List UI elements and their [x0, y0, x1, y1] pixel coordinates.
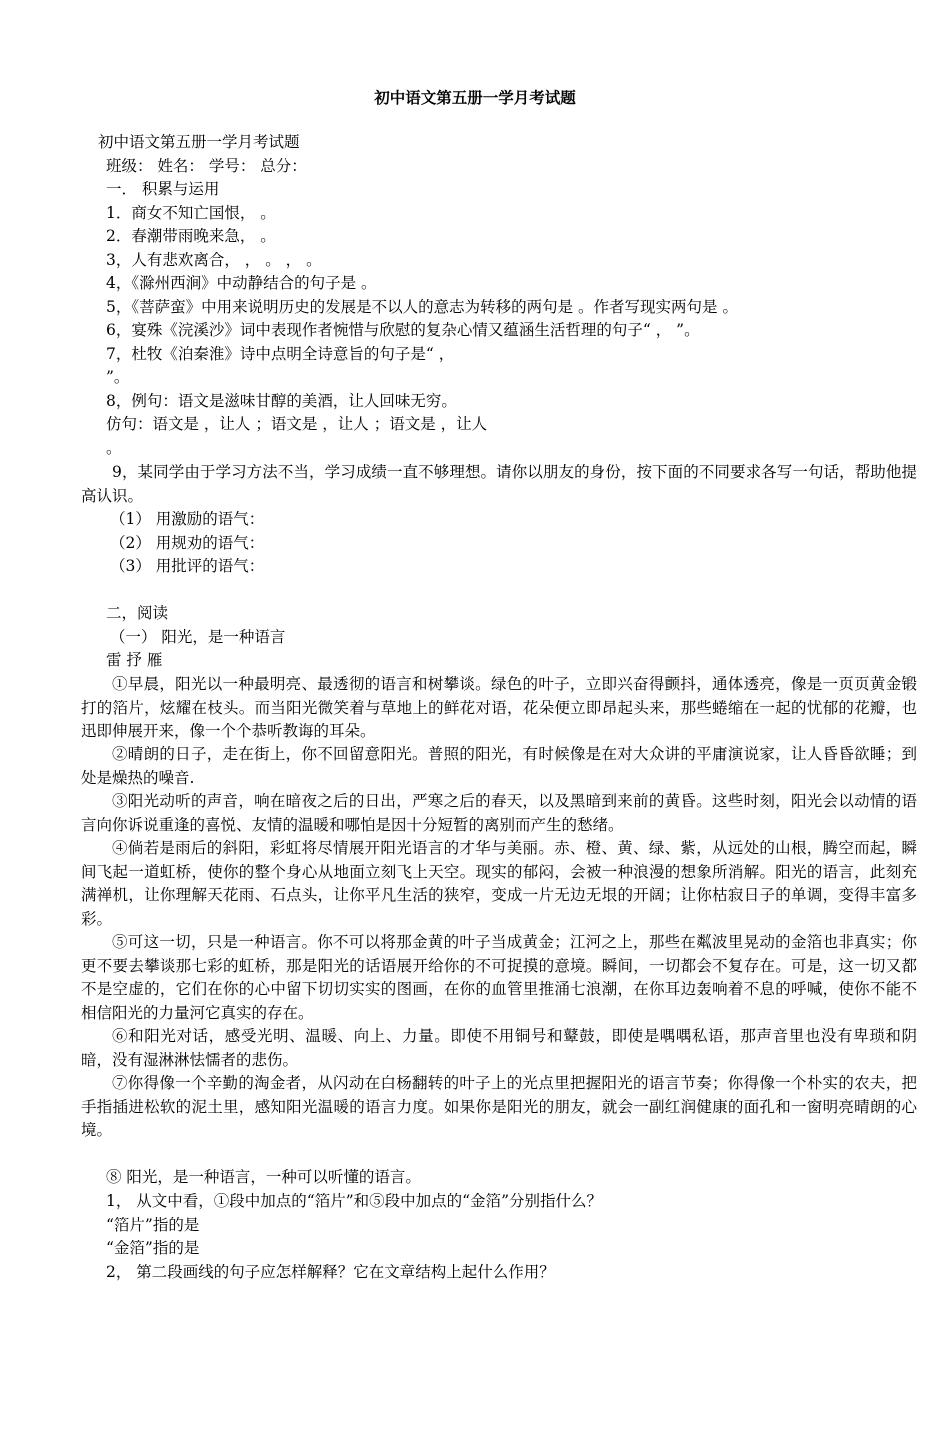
sub-question: （3） 用批评的语气：	[110, 557, 265, 575]
article-author: 雷 抒 雁	[106, 651, 163, 669]
subtitle-line: 初中语文第五册一学月考试题	[98, 133, 300, 151]
page-title: 初中语文第五册一学月考试题	[374, 88, 576, 107]
article-paragraph-3: ③阳光动听的声音，响在暗夜之后的日出，严寒之后的春天，以及黑暗到来前的黄昏。这些时刻，阳光会以动情的语言向你诉说重逢的喜悦、友情的温暖和哪怕是因十分短暂的离别而产生的愁绪。	[81, 792, 917, 834]
question-line: 。	[106, 439, 122, 457]
sub-question: （2） 用规劝的语气：	[110, 534, 265, 552]
question-line: 3，人有悲欢离合， ， 。 ， 。	[106, 251, 322, 269]
sub-question: （1） 用激励的语气：	[110, 510, 265, 528]
reading-question: 1， 从文中看，①段中加点的“箔片”和⑤段中加点的“金箔”分别指什么？	[106, 1192, 602, 1210]
article-paragraph-7: ⑦你得像一个辛勤的淘金者，从闪动在白杨翻转的叶子上的光点里把握阳光的语言节奏；你得像一个朴实的农夫，把手指插进松软的泥土里，感知阳光温暖的语言力度。如果你是阳光的朋友，就会一副红润健康的面孔和一窗明亮晴朗的心境。	[81, 1074, 917, 1139]
question-line: 1．商女不知亡国恨， 。	[106, 204, 276, 222]
article-paragraph-6: ⑥和阳光对话，感受光明、温暖、向上、力量。即使不用铜号和鼙鼓，即使是喁喁私语，那声音里也没有卑琐和阴暗，没有湿淋淋怯懦者的悲伤。	[81, 1027, 917, 1069]
question-line: 4，《滁州西涧》中动静结合的句子是 。	[106, 274, 377, 292]
question-line: 7，杜牧《泊秦淮》诗中点明全诗意旨的句子是“ ，	[106, 345, 455, 363]
question-line: 8，例句：语文是滋味甘醇的美酒，让人回味无穷。	[106, 392, 457, 410]
question-line: 2．春潮带雨晚来急， 。	[106, 227, 276, 245]
section-heading: 二，阅读	[106, 604, 169, 622]
student-info-line: 班级： 姓名： 学号： 总分：	[106, 157, 307, 175]
answer-line: “金箔”指的是	[106, 1239, 200, 1257]
question-paragraph: 9，某同学由于学习方法不当，学习成绩一直不够理想。请你以朋友的身份，按下面的不同要求各写一句话，帮助他提高认识。	[81, 463, 917, 505]
question-line: 仿句：语文是 ，让人 ；语文是 ，让人 ；语文是 ，让人	[106, 415, 488, 433]
article-paragraph-8: ⑧ 阳光，是一种语言，一种可以听懂的语言。	[106, 1168, 421, 1186]
question-line: 5，《菩萨蛮》中用来说明历史的发展是不以人的意志为转移的两句是 。作者写现实两句是 。	[106, 298, 738, 316]
reading-question: 2， 第二段画线的句子应怎样解释？它在文章结构上起什么作用？	[106, 1263, 555, 1281]
article-paragraph-1: ①早晨，阳光以一种最明亮、最透彻的语言和树攀谈。绿色的叶子，立即兴奋得颤抖，通体透亮，像是一页页黄金锻打的箔片，炫耀在枝头。而当阳光微笑着与草地上的鲜花对语，花朵便立即昂起头来，那些蜷缩在一起的忧郁的花瓣，也迅即伸展开来，像一个个恭听教诲的耳朵。	[81, 675, 917, 740]
article-title: （一） 阳光，是一种语言	[110, 628, 286, 646]
question-line: ”。	[106, 368, 130, 386]
section-heading: 一． 积累与运用	[106, 180, 220, 198]
article-paragraph-5: ⑤可这一切，只是一种语言。你不可以将那金黄的叶子当成黄金；江河之上，那些在粼波里晃动的金箔也非真实；你更不要去攀谈那七彩的虹桥，那是阳光的话语展开给你的不可捉摸的意境。瞬间，一切都会不复存在。可是，这一切又都不是空虚的，它们在你的心中留下切切实实的图画，在你的血管里推涌七浪潮，在你耳边轰响着不息的呼喊，使你不能不相信阳光的力量河它真实的存在。	[81, 933, 917, 1022]
article-paragraph-2: ②晴朗的日子，走在街上，你不回留意阳光。普照的阳光，有时候像是在对大众讲的平庸演说家，让人昏昏欲睡；到处是燥热的噪音.	[81, 745, 917, 787]
article-paragraph-4: ④倘若是雨后的斜阳，彩虹将尽情展开阳光语言的才华与美丽。赤、橙、黄、绿、紫，从远处的山根，腾空而起，瞬间飞起一道虹桥，使你的整个身心从地面立刻飞上天空。现实的郁闷，会被一种浪漫的想象所消解。阳光的语言，此刻充满禅机，让你理解天花雨、石点头，让你平凡生活的狭窄，变成一片无边无垠的开阔；让你枯寂日子的单调，变得丰富多彩。	[81, 839, 917, 928]
question-line: 6，宴殊《浣溪沙》词中表现作者惋惜与欣慰的复杂心情又蕴涵生活哲理的句子“ ， ”。	[106, 321, 700, 339]
answer-line: “箔片”指的是	[106, 1216, 200, 1234]
